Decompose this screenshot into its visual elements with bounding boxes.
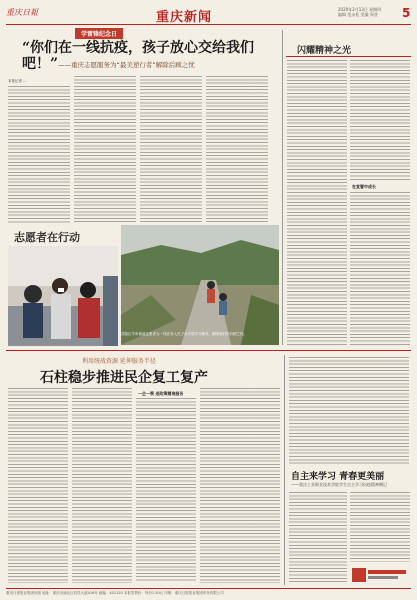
date-info [338, 7, 381, 17]
bottom-body-col-4 [200, 388, 280, 583]
bottom-right-subheadline: ——重庆工业职业技术学院学生自主学习抗疫精神侧记 [291, 482, 387, 487]
section-title: 重庆新闻 [156, 10, 213, 25]
right-column-title: 闪耀精神之光 [297, 46, 352, 56]
lead-body-col-3 [140, 76, 202, 224]
section-divider [6, 350, 411, 351]
bottom-body-col-1 [8, 388, 68, 583]
right-body-col-2a [350, 60, 410, 180]
volunteer-photo-1 [8, 246, 118, 346]
lead-headline: “你们在一线抗疫，孩子放心交给我们吧！” [22, 40, 255, 72]
bottom-body-col-3 [136, 398, 196, 583]
masthead [6, 6, 411, 25]
lead-body-col-4 [206, 76, 268, 224]
column-divider [282, 30, 283, 345]
editor-line: 编辑 范永松 美编 周登 [338, 12, 378, 17]
bottom-body-col-2 [72, 388, 132, 583]
bottom-column-divider [284, 355, 285, 585]
bottom-right-top-text [289, 357, 409, 465]
page-number: 5 [402, 6, 411, 20]
right-body-subhead: 在宣誓中成长 [352, 184, 376, 189]
bottom-kicker: 利用统战资源 延伸服务半径 [82, 358, 156, 365]
promo-badge [350, 565, 410, 585]
lead-body-col-2 [74, 76, 136, 224]
bottom-right-col-2 [350, 492, 410, 562]
lead-byline: 本报记者 … [8, 79, 27, 83]
right-column-rule [286, 56, 411, 57]
right-body-col-1 [287, 60, 347, 345]
volunteer-section-label: 志愿者在行动 [14, 231, 80, 244]
page-footer: 重庆日报报业集团出版 地址：重庆市渝北区同茂大道416号 邮编：401120 本报零售价：每份1.50元 印刷：重庆日报报业集团印务有限公司 [6, 588, 411, 597]
bottom-right-headline: 自主来学习 青春更美丽 [291, 472, 385, 482]
right-body-col-2b [350, 192, 410, 345]
bottom-body-subhead: 一企一策 送政策精准服务 [138, 391, 184, 396]
lead-body-col-1 [8, 86, 70, 224]
date-line: 2020年2月13日 星期四 [338, 7, 382, 12]
lead-subheadline: ——重庆志愿服务为“最美逆行者”解除后顾之忧 [58, 61, 195, 69]
volunteer-photo-caption: 武隆区羊角街道志愿者为一线医务人员子女开展学习辅导，解除他们的后顾之忧。 [121, 332, 247, 336]
bottom-right-col-1 [289, 492, 347, 584]
bottom-headline: 石柱稳步推进民企复工复产 [40, 370, 208, 386]
volunteer-photo-2 [121, 225, 279, 345]
column-banner: 学雷锋纪念日 [75, 28, 123, 39]
newspaper-logo: 重庆日報 [6, 8, 38, 17]
